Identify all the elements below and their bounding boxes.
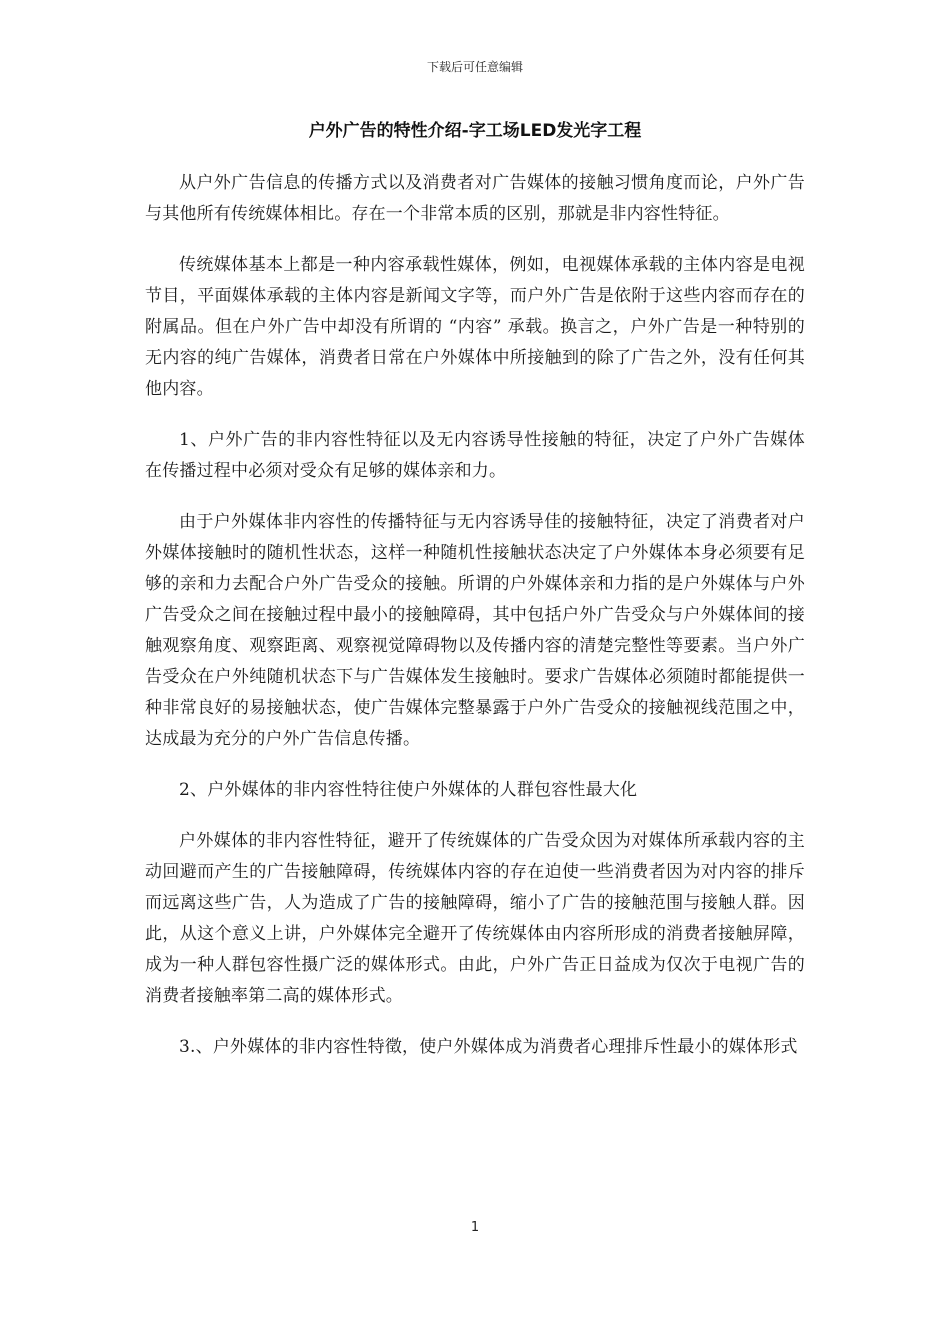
paragraph-point-2-detail: 户外媒体的非内容性特征，避开了传统媒体的广告受众因为对媒体所承载内容的主动回避而产生的广告接触障碍，传统媒体内容的存在迫使一些消费者因为对内容的排斥而远离这些广告，人为造成了广告的接触障碍，缩小了广告的接触范围与接触人群。因此，从这个意义上讲，户外媒体完全避开了传统媒体由内容所形成的消费者接触屏障，成为一种人群包容性摄广泛的媒体形式。由此，户外广告正日益成为仅次于电视广告的消费者接触率第二高的媒体形式。	[145, 831, 805, 1006]
paragraph-point-1: 1、户外广告的非内容性特征以及无内容诱导性接触的特征，决定了户外广告媒体在传播过程中必须对受众有足够的媒体亲和力。	[145, 430, 805, 481]
paragraph-point-3: 3.、户外媒体的非内容性特徵，使户外媒体成为消费者心理排斥性最小的媒体形式	[179, 1037, 798, 1057]
paragraph-traditional-media: 传统媒体基本上都是一种内容承载性媒体，例如，电视媒体承载的主体内容是电视节目，平面媒体承载的主体内容是新闻文字等，而户外广告是依附于这些内容而存在的附属品。但在户外广告中却没有所谓的 “内容” 承载。换言之，户外广告是一种特别的无内容的纯广告媒体，消费者日常在户外媒体中所接触到的除了广告之外，没有任何其他内容。	[145, 255, 805, 399]
paragraph-intro: 从户外广告信息的传播方式以及消费者对广告媒体的接触习惯角度而论，户外广告与其他所有传统媒体相比。存在一个非常本质的区别，那就是非内容性特征。	[145, 173, 805, 224]
paragraph-point-2: 2、户外媒体的非内容性特往使户外媒体的人群包容性最大化	[179, 780, 638, 800]
header-note: 下载后可任意编辑	[426, 60, 523, 74]
document-title: 户外广告的特性介绍-字工场LED发光字工程	[308, 121, 642, 141]
document-body	[145, 168, 805, 1083]
paragraph-point-1-detail: 由于户外媒体非内容性的传播特征与无内容诱导佳的接触特征，决定了消费者对户外媒体接触时的随机性状态，这样一种随机性接触状态决定了户外媒体本身必须要有足够的亲和力去配合户外广告受众的接触。所谓的户外媒体亲和力指的是户外媒体与户外广告受众之间在接触过程中最小的接触障碍，其中包括户外广告受众与户外媒体间的接触观察角度、观察距离、观察视觉障碍物以及传播内容的清楚完整性等要素。当户外广告受众在户外纯随机状态下与广告媒体发生接触时。要求广告媒体必须随时都能提供一种非常良好的易接触状态，使广告媒体完整暴露于户外广告受众的接触视线范围之中，达成最为充分的户外广告信息传播。	[145, 512, 805, 749]
page-number: 1	[470, 1220, 480, 1235]
